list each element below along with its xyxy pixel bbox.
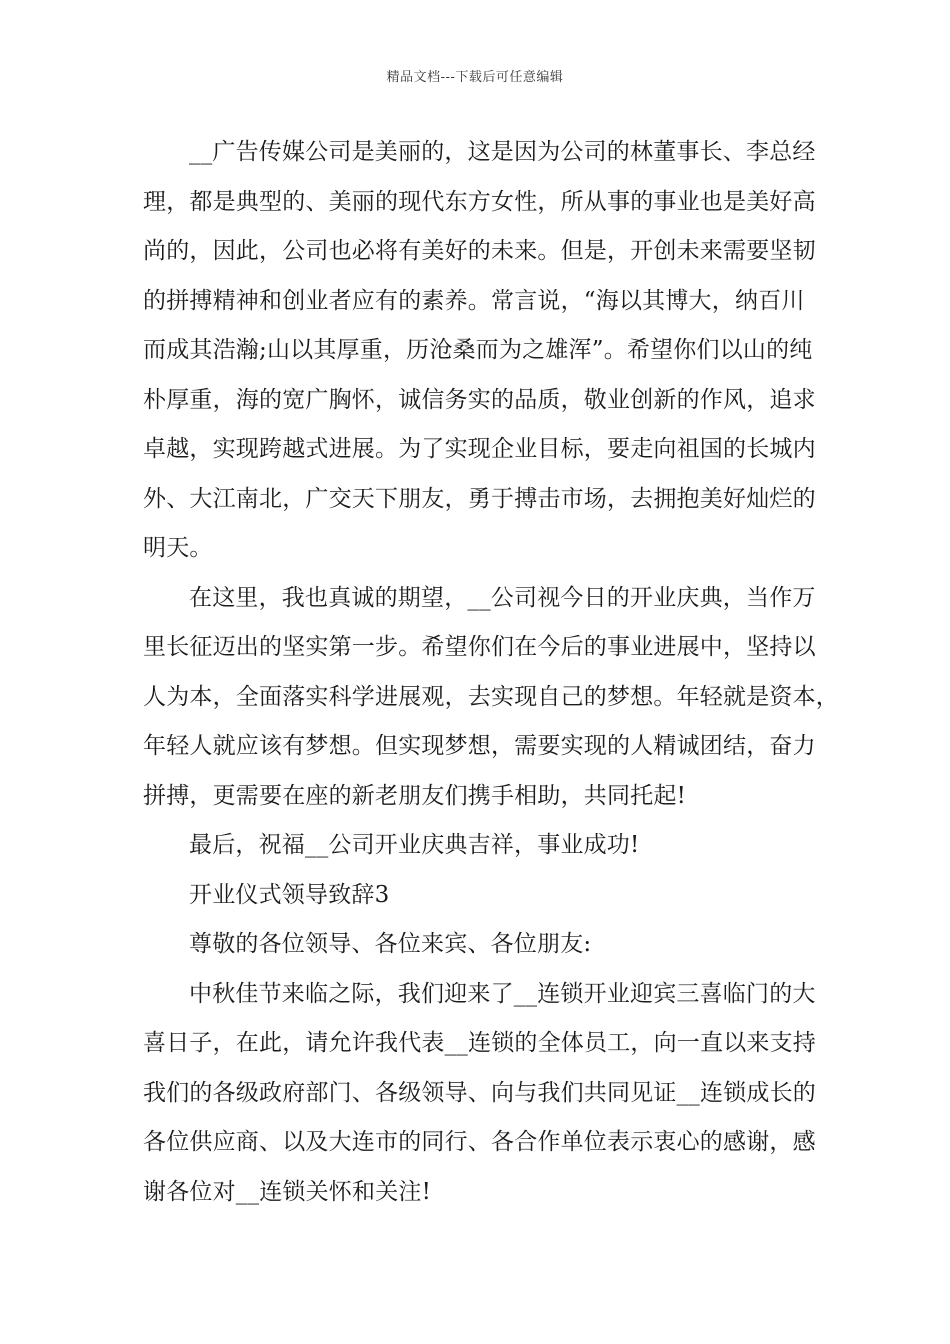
text-line: 理，都是典型的、美丽的现代东方女性，所从事的事业也是美好高 <box>143 188 816 215</box>
text-line: __广告传媒公司是美丽的，这是因为公司的林董事长、李总经 <box>189 139 816 165</box>
text-line: 开业仪式领导致辞3 <box>189 881 390 908</box>
text-line: 谢各位对__连锁关怀和关注! <box>143 1178 432 1205</box>
text-line: 年轻人就应该有梦想。但实现梦想，需要实现的人精诚团结，奋力 <box>143 733 816 759</box>
text-line: 的拼搏精神和创业者应有的素养。常言说，“海以其博大，纳百川 <box>143 287 805 314</box>
text-line: 卓越，实现跨越式进展。为了实现企业目标，要走向祖国的长城内 <box>143 436 816 462</box>
text-line: 人为本，全面落实科学进展观，去实现自己的梦想。年轻就是资本， <box>143 683 839 710</box>
text-line: 外、大江南北，广交天下朋友，勇于搏击市场，去拥抱美好灿烂的 <box>143 485 816 512</box>
text-line: 朴厚重，海的宽广胸怀，诚信务实的品质，敬业创新的作风，追求 <box>143 386 816 413</box>
text-line: 在这里，我也真诚的期望，__公司视今日的开业庆典，当作万 <box>189 584 816 611</box>
text-line: 各位供应商、以及大连市的同行、各合作单位表示衷心的感谢，感 <box>143 1129 816 1155</box>
document-body <box>143 128 839 1217</box>
text-line: 中秋佳节来临之际，我们迎来了__连锁开业迎宾三喜临门的大 <box>189 980 816 1007</box>
page-header: 精品文档---下载后可任意编辑 <box>386 70 564 85</box>
text-line: 拼搏，更需要在座的新老朋友们携手相助，共同托起! <box>143 782 687 809</box>
text-line: 而成其浩瀚;山以其厚重，历沧桑而为之雄浑”。希望你们以山的纯 <box>143 337 813 363</box>
text-line: 明天。 <box>143 535 213 561</box>
text-line: 我们的各级政府部门、各级领导、向与我们共同见证__连锁成长的 <box>143 1079 816 1106</box>
text-line: 里长征迈出的坚实第一步。希望你们在今后的事业进展中，坚持以 <box>143 634 816 660</box>
text-line: 尚的，因此，公司也必将有美好的未来。但是，开创未来需要坚韧 <box>143 238 816 264</box>
text-line: 最后，祝福__公司开业庆典吉祥，事业成功! <box>189 832 640 858</box>
text-line: 尊敬的各位领导、各位来宾、各位朋友: <box>189 931 592 957</box>
text-line: 喜日子，在此，请允许我代表__连锁的全体员工，向一直以来支持 <box>143 1030 816 1056</box>
